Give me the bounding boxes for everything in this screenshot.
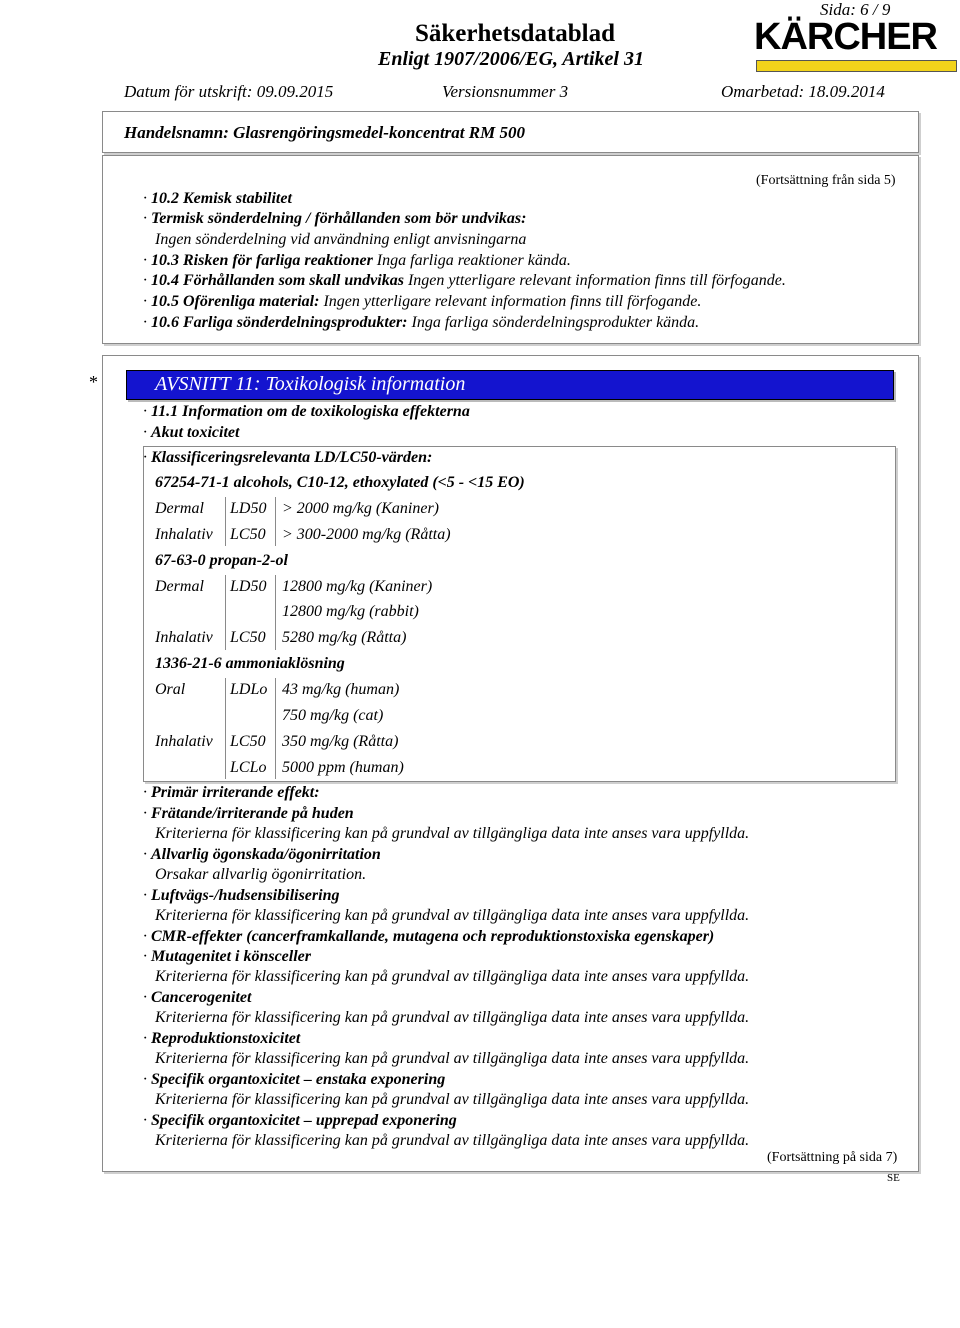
sec11-line-info: · 11.1 Information om de toxikologiska effekterna	[143, 403, 470, 420]
document-subtitle: Enligt 1907/2006/EG, Artikel 31	[378, 48, 644, 70]
stability-heading: 10.2 Kemisk stabilitet	[151, 190, 292, 207]
effect-heading-row: · Mutagenitet i könsceller	[143, 948, 311, 965]
ld-lc50-heading: Klassificeringsrelevanta LD/LC50-värden:	[151, 449, 433, 466]
substance-3-name: 1336-21-6 ammoniaklösning	[155, 655, 345, 672]
acute-heading: Akut toxicitet	[151, 424, 240, 441]
type-cell: LD50	[230, 578, 267, 595]
section-11-title: AVSNITT 11: Toxikologisk information	[155, 373, 466, 395]
type-cell: LC50	[230, 526, 266, 543]
reactions-text: Inga farliga reaktioner kända.	[376, 252, 571, 269]
type-cell: LD50	[230, 500, 267, 517]
value-cell: > 300-2000 mg/kg (Råtta)	[282, 526, 451, 543]
effect-heading-row: · Reproduktionstoxicitet	[143, 1030, 301, 1047]
route-cell: Oral	[155, 681, 186, 698]
value-cell: 350 mg/kg (Råtta)	[282, 733, 399, 750]
info-heading: 11.1 Information om de toxikologiska effekterna	[151, 403, 470, 420]
table-divider	[275, 678, 276, 779]
sec10-line-incompatible: · 10.5 Oförenliga material: Ingen ytterligare relevant information finns till förfogande.	[143, 293, 702, 310]
effect-heading: Primär irriterande effekt:	[151, 784, 320, 801]
sec11-line-acute: · Akut toxicitet	[143, 424, 240, 441]
effect-heading-row: · Specifik organtoxicitet – upprepad exponering	[143, 1112, 457, 1129]
brand-logo	[752, 16, 960, 76]
conditions-heading: 10.4 Förhållanden som skall undvikas	[151, 272, 404, 289]
sec10-line-conditions: · 10.4 Förhållanden som skall undvikas Ingen ytterligare relevant information finns till förfogande.	[143, 272, 786, 289]
substance-1-name: 67254-71-1 alcohols, C10-12, ethoxylated (<5 - <15 EO)	[155, 474, 525, 491]
effect-text: Orsakar allvarlig ögonirritation.	[155, 866, 367, 883]
value-cell: 5000 ppm (human)	[282, 759, 404, 776]
type-cell: LCLo	[230, 759, 267, 776]
effect-heading: Luftvägs-/hudsensibilisering	[151, 887, 340, 904]
effect-heading: Specifik organtoxicitet – upprepad exponering	[151, 1112, 457, 1129]
effect-heading-row: · Specifik organtoxicitet – enstaka exponering	[143, 1071, 446, 1088]
page-number: Sida: 6 / 9	[820, 0, 891, 19]
route-cell: Inhalativ	[155, 629, 213, 646]
effect-heading-row: · Cancerogenitet	[143, 989, 252, 1006]
effect-text: Kriterierna för klassificering kan på grundval av tillgängliga data inte anses vara uppfyllda.	[155, 1091, 750, 1108]
incompatible-text: Ingen ytterligare relevant information finns till förfogande.	[323, 293, 702, 310]
effect-heading: Mutagenitet i könsceller	[151, 948, 311, 965]
effect-text: Kriterierna för klassificering kan på grundval av tillgängliga data inte anses vara uppfyllda.	[155, 1050, 750, 1067]
effect-heading: Frätande/irriterande på huden	[151, 805, 354, 822]
section-11-title-bar	[126, 370, 894, 400]
effect-text: Kriterierna för klassificering kan på grundval av tillgängliga data inte anses vara uppfyllda.	[155, 1009, 750, 1026]
effect-heading-row: · Frätande/irriterande på huden	[143, 805, 354, 822]
effect-text: Kriterierna för klassificering kan på grundval av tillgängliga data inte anses vara uppfyllda.	[155, 907, 750, 924]
value-cell: 750 mg/kg (cat)	[282, 707, 384, 724]
thermal-text: Ingen sönderdelning vid användning enligt anvisningarna	[155, 231, 527, 248]
effect-heading: Cancerogenitet	[151, 989, 252, 1006]
effect-heading: Allvarlig ögonskada/ögonirritation	[151, 846, 381, 863]
decomposition-heading: 10.6 Farliga sönderdelningsprodukter:	[151, 314, 408, 331]
effect-heading-row: · Primär irriterande effekt:	[143, 784, 320, 801]
table-divider	[225, 575, 226, 650]
route-cell: Dermal	[155, 500, 204, 517]
incompatible-heading: 10.5 Oförenliga material:	[151, 293, 320, 310]
substance-2-name: 67-63-0 propan-2-ol	[155, 552, 288, 569]
continued-from: (Fortsättning från sida 5)	[756, 173, 896, 188]
effect-text: Kriterierna för klassificering kan på grundval av tillgängliga data inte anses vara uppfyllda.	[155, 968, 750, 985]
type-cell: LC50	[230, 629, 266, 646]
sec10-line-thermal: · Termisk sönderdelning / förhållanden som bör undvikas:	[143, 210, 527, 227]
sec10-line-decomposition: · 10.6 Farliga sönderdelningsprodukter: Inga farliga sönderdelningsprodukter kända.	[143, 314, 700, 331]
value-cell: 43 mg/kg (human)	[282, 681, 400, 698]
version-number: Versionsnummer 3	[442, 82, 569, 101]
toxicity-table	[143, 446, 896, 782]
logo-stripe	[756, 60, 957, 72]
reactions-heading: 10.3 Risken för farliga reaktioner	[151, 252, 373, 269]
value-cell: 5280 mg/kg (Råtta)	[282, 629, 407, 646]
effect-heading-row: · Luftvägs-/hudsensibilisering	[143, 887, 340, 904]
change-marker: *	[89, 372, 98, 392]
value-cell: > 2000 mg/kg (Kaniner)	[282, 500, 439, 517]
table-divider	[225, 497, 226, 546]
thermal-heading: Termisk sönderdelning / förhållanden som bör undvikas:	[151, 210, 527, 227]
route-cell: Inhalativ	[155, 526, 213, 543]
effect-heading: Reproduktionstoxicitet	[151, 1030, 301, 1047]
decomposition-text: Inga farliga sönderdelningsprodukter kända.	[411, 314, 700, 331]
type-cell: LC50	[230, 733, 266, 750]
table-heading-row: · Klassificeringsrelevanta LD/LC50-värden:	[143, 449, 433, 466]
table-divider	[275, 575, 276, 650]
sec10-line-stability: · 10.2 Kemisk stabilitet	[143, 190, 292, 207]
route-cell: Inhalativ	[155, 733, 213, 750]
value-cell: 12800 mg/kg (rabbit)	[282, 603, 419, 620]
sec10-line-reactions: · 10.3 Risken för farliga reaktioner Inga farliga reaktioner kända.	[143, 252, 571, 269]
table-divider	[225, 678, 226, 779]
revision-date: Omarbetad: 18.09.2014	[721, 82, 885, 101]
print-date: Datum för utskrift: 09.09.2015	[124, 82, 334, 101]
logo-text: KÄRCHER	[754, 16, 937, 58]
conditions-text: Ingen ytterligare relevant information finns till förfogande.	[407, 272, 786, 289]
table-divider	[275, 497, 276, 546]
effect-heading: CMR-effekter (cancerframkallande, mutagena och reproduktionstoxiska egenskaper)	[151, 928, 715, 945]
trade-name: Handelsnamn: Glasrengöringsmedel-koncentrat RM 500	[124, 123, 525, 142]
type-cell: LDLo	[230, 681, 268, 698]
continued-to: (Fortsättning på sida 7)	[767, 1150, 898, 1165]
effect-heading-row: · CMR-effekter (cancerframkallande, mutagena och reproduktionstoxiska egenskaper)	[143, 928, 715, 945]
document-title: Säkerhetsdatablad	[415, 20, 616, 47]
effect-heading-row: · Allvarlig ögonskada/ögonirritation	[143, 846, 381, 863]
route-cell: Dermal	[155, 578, 204, 595]
effect-text: Kriterierna för klassificering kan på grundval av tillgängliga data inte anses vara uppfyllda.	[155, 1132, 750, 1149]
effect-heading: Specifik organtoxicitet – enstaka exponering	[151, 1071, 446, 1088]
value-cell: 12800 mg/kg (Kaniner)	[282, 578, 433, 595]
language-code: SE	[887, 1172, 900, 1184]
effect-text: Kriterierna för klassificering kan på grundval av tillgängliga data inte anses vara uppfyllda.	[155, 825, 750, 842]
